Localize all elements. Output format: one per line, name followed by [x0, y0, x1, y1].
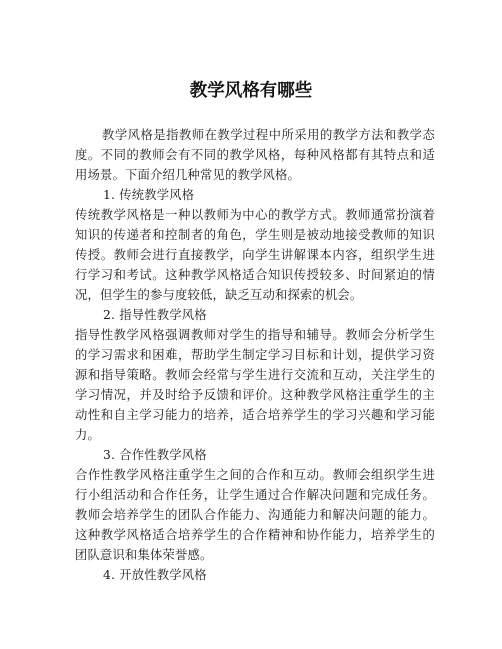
section-text-2: 指导性教学风格强调教师对学生的指导和辅导。教师会分析学生的学习需求和困难，帮助学生制定学习目标和计划，提供学习资源和指导策略。教师会经常与学生进行交流和互动，关注学生的学习情况，并及时给予反馈和评价。这种教学风格注重学生的主动性和自主学习能力的培养，适合培养学生的学习兴趣和学习能力。: [75, 328, 435, 442]
intro-paragraph: 教学风格是指教师在教学过程中所采用的教学方法和教学态度。不同的教师会有不同的教学风格，每种风格都有其特点和适用场景。下面介绍几种常见的教学风格。: [75, 128, 435, 182]
section-heading-3: 3. 合作性教学风格: [103, 448, 207, 462]
section-text-3: 合作性教学风格注重学生之间的合作和互动。教师会组织学生进行小组活动和合作任务，让学生通过合作解决问题和完成任务。教师会培养学生的团队合作能力、沟通能力和解决问题的能力。这种教学风格适合培养学生的合作精神和协作能力，培养学生的团队意识和集体荣誉感。: [75, 468, 435, 562]
section-text-1: 传统教学风格是一种以教师为中心的教学方式。教师通常扮演着知识的传递者和控制者的角色，学生则是被动地接受教师的知识传授。教师会进行直接教学，向学生讲解课本内容，组织学生进行学习和考试。这种教学风格适合知识传授较多、时间紧迫的情况，但学生的参与度较低，缺乏互动和探索的机会。: [75, 208, 435, 302]
section-heading-4: 4. 开放性教学风格: [103, 568, 207, 582]
section-heading-2: 2. 指导性教学风格: [103, 308, 207, 322]
page-title: 教学风格有哪些: [189, 81, 313, 101]
document-body: [75, 125, 435, 585]
section-heading-1: 1. 传统教学风格: [103, 188, 195, 202]
